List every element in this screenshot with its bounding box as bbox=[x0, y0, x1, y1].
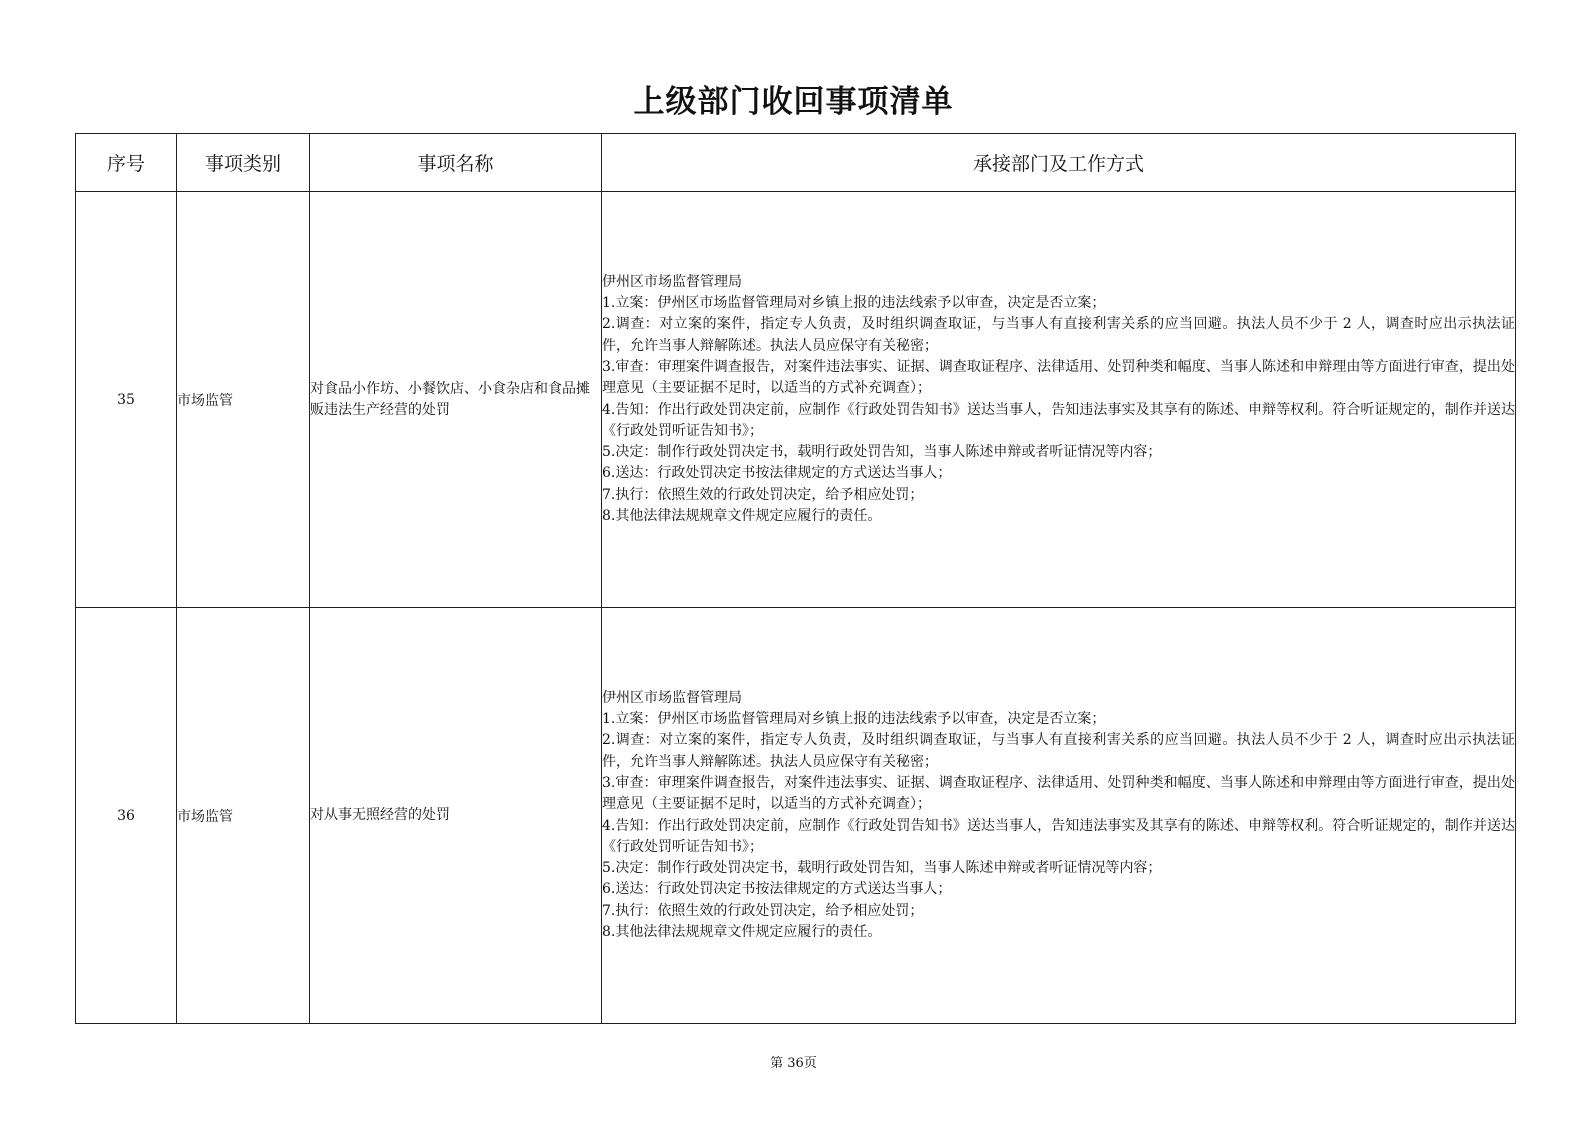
method-step-execution: 7.执行：依照生效的行政处罚决定，给予相应处罚； bbox=[602, 902, 924, 919]
row-no: 35 bbox=[76, 192, 177, 608]
method-department: 伊州区市场监督管理局 bbox=[602, 273, 742, 290]
row-method bbox=[602, 192, 1516, 608]
method-step-decision: 5.决定：制作行政处罚决定书，载明行政处罚告知，当事人陈述申辩或者听证情况等内容； bbox=[602, 860, 1162, 877]
row-item-name: 对食品小作坊、小餐饮店、小食杂店和食品摊贩违法生产经营的处罚 bbox=[310, 192, 602, 608]
method-step-decision: 5.决定：制作行政处罚决定书，载明行政处罚告知，当事人陈述申辩或者听证情况等内容； bbox=[602, 444, 1162, 461]
table-header-row bbox=[76, 134, 1516, 192]
row-no: 36 bbox=[76, 608, 177, 1024]
method-step-other: 8.其他法律法规规章文件规定应履行的责任。 bbox=[602, 507, 882, 524]
row-method bbox=[602, 608, 1516, 1024]
method-step-other: 8.其他法律法规规章文件规定应履行的责任。 bbox=[602, 923, 882, 940]
method-step-filing: 1.立案：伊州区市场监督管理局对乡镇上报的违法线索予以审查，决定是否立案； bbox=[602, 711, 1106, 728]
items-table bbox=[75, 133, 1516, 1024]
row-category: 市场监管 bbox=[177, 192, 310, 608]
method-step-notification: 4.告知：作出行政处罚决定前，应制作《行政处罚告知书》送达当事人，告知违法事实及其享有的陈述、申辩等权利。符合听证规定的，制作并送达《行政处罚听证告知书》； bbox=[602, 817, 1515, 855]
method-step-delivery: 6.送达：行政处罚决定书按法律规定的方式送达当事人； bbox=[602, 465, 952, 482]
table-row bbox=[76, 192, 1516, 608]
method-step-investigation: 2.调查：对立案的案件，指定专人负责，及时组织调查取证，与当事人有直接利害关系的应当回避。执法人员不少于 2 人，调查时应出示执法证件，允许当事人辩解陈述。执法人员应保守有关秘密； bbox=[602, 316, 1515, 354]
method-step-review: 3.审查：审理案件调查报告，对案件违法事实、证据、调查取证程序、法律适用、处罚种类和幅度、当事人陈述和申辩理由等方面进行审查，提出处理意见（主要证据不足时，以适当的方式补充调查）； bbox=[602, 774, 1515, 813]
method-step-delivery: 6.送达：行政处罚决定书按法律规定的方式送达当事人； bbox=[602, 881, 952, 898]
page-number: 第 36页 bbox=[770, 1056, 817, 1071]
table-row bbox=[76, 608, 1516, 1024]
method-department: 伊州区市场监督管理局 bbox=[602, 689, 742, 706]
method-step-filing: 1.立案：伊州区市场监督管理局对乡镇上报的违法线索予以审查，决定是否立案； bbox=[602, 295, 1106, 312]
page-title: 上级部门收回事项清单 bbox=[633, 84, 954, 120]
header-no: 序号 bbox=[76, 134, 177, 192]
header-name: 事项名称 bbox=[310, 134, 602, 192]
method-step-execution: 7.执行：依照生效的行政处罚决定，给予相应处罚； bbox=[602, 486, 924, 503]
row-category: 市场监管 bbox=[177, 608, 310, 1024]
row-item-name: 对从事无照经营的处罚 bbox=[310, 608, 602, 1024]
method-step-notification: 4.告知：作出行政处罚决定前，应制作《行政处罚告知书》送达当事人，告知违法事实及其享有的陈述、申辩等权利。符合听证规定的，制作并送达《行政处罚听证告知书》； bbox=[602, 401, 1515, 439]
header-category: 事项类别 bbox=[177, 134, 310, 192]
header-method: 承接部门及工作方式 bbox=[602, 134, 1516, 192]
method-step-investigation: 2.调查：对立案的案件，指定专人负责，及时组织调查取证，与当事人有直接利害关系的应当回避。执法人员不少于 2 人，调查时应出示执法证件，允许当事人辩解陈述。执法人员应保守有关秘密； bbox=[602, 732, 1515, 770]
method-step-review: 3.审查：审理案件调查报告，对案件违法事实、证据、调查取证程序、法律适用、处罚种类和幅度、当事人陈述和申辩理由等方面进行审查，提出处理意见（主要证据不足时，以适当的方式补充调查）； bbox=[602, 358, 1515, 397]
